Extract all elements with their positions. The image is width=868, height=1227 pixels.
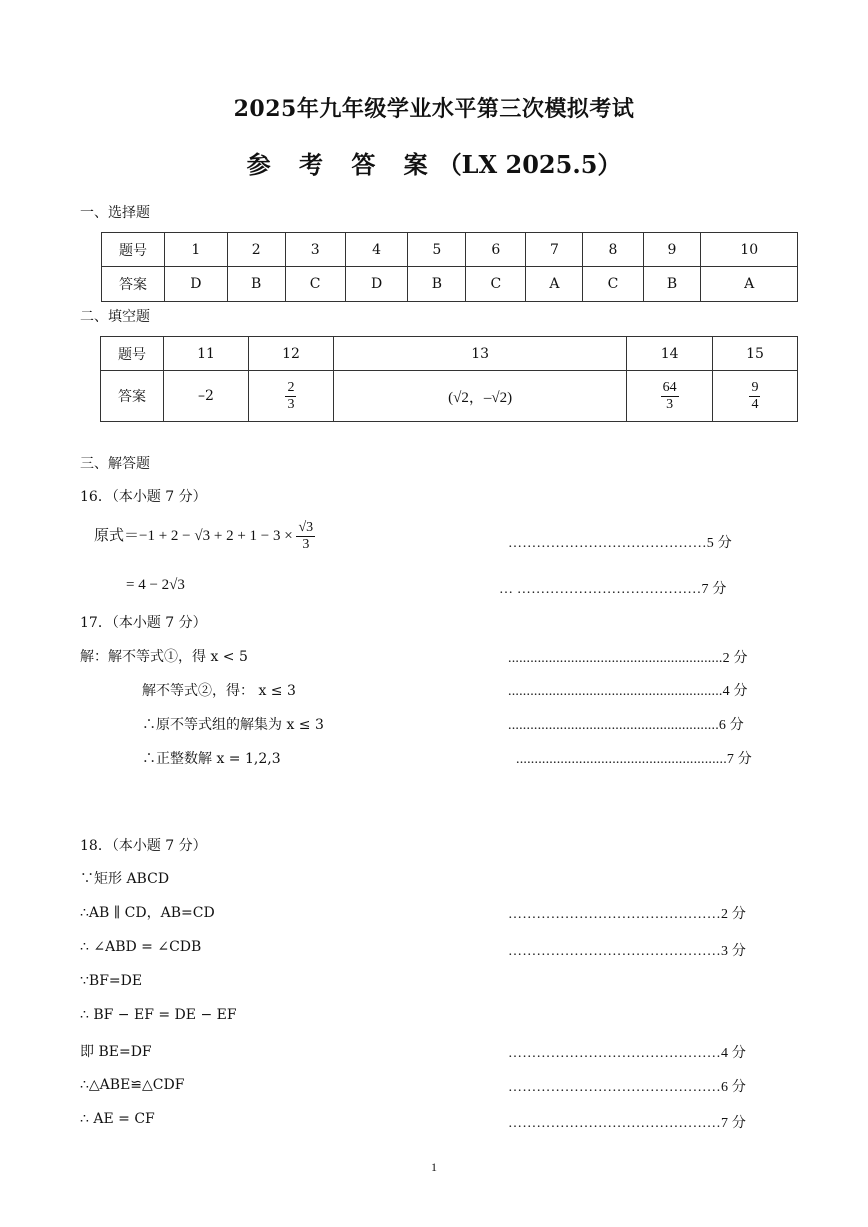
proof-line: ∴AB ∥ CD，AB=CD <box>80 905 215 921</box>
page-number: 1 <box>431 1160 437 1174</box>
question-number: 12 <box>248 337 333 371</box>
question-number: 6 <box>466 233 526 267</box>
fraction <box>296 520 315 553</box>
proof-line: 即 BE=DF <box>80 1044 152 1060</box>
score-marker: ………………………………………6 分 <box>508 1080 747 1095</box>
score-marker: ..........................................................2 分 <box>508 651 748 666</box>
score-marker: ………………………………………4 分 <box>508 1046 747 1061</box>
question-number: 13 <box>333 337 626 371</box>
section-heading-fill: 二、填空题 <box>80 309 150 325</box>
score-marker: .........................................................6 分 <box>508 718 744 733</box>
fill-question-row <box>101 337 798 371</box>
answer-cell: –2 <box>164 371 249 422</box>
answer-cell: C <box>285 267 345 302</box>
fraction-numerator: 2 <box>287 379 295 395</box>
question-number: 3 <box>285 233 345 267</box>
question-number: 9 <box>643 233 701 267</box>
exam-title: 2025年九年级学业水平第三次模拟考试 <box>233 96 635 122</box>
expression-prefix: 原式＝ <box>94 527 140 544</box>
fraction-numerator: √3 <box>298 520 314 535</box>
fraction-denominator: 3 <box>666 396 674 412</box>
question-number: 8 <box>583 233 643 267</box>
row-label-question: 题号 <box>101 337 164 371</box>
choice-answer-table <box>101 232 798 302</box>
answer-cell <box>712 371 797 422</box>
question-number: 10 <box>701 233 798 267</box>
question-number: 7 <box>526 233 583 267</box>
fraction-numerator: 64 <box>662 379 677 395</box>
score-marker: ………………………………………2 分 <box>508 907 747 922</box>
question-number: 5 <box>408 233 466 267</box>
fraction-denominator: 3 <box>302 537 310 552</box>
answer-cell <box>627 371 713 422</box>
question-number: 2 <box>227 233 285 267</box>
row-label-answer: 答案 <box>101 371 164 422</box>
question-number: 1 <box>165 233 228 267</box>
exam-code: （LX 2025.5） <box>437 150 622 179</box>
question-number: 11 <box>164 337 249 371</box>
solution-line: 解：解不等式①，得 x < 5 <box>80 649 248 665</box>
answer-key-title <box>0 145 868 180</box>
answer-cell: A <box>526 267 583 302</box>
proof-line: ∴ ∠ABD = ∠CDB <box>80 939 202 955</box>
answer-key-label: 参 考 答 案 <box>246 150 438 179</box>
score-marker: … …………………………………7 分 <box>499 582 727 597</box>
section-heading-solve: 三、解答题 <box>80 456 150 472</box>
proof-line: ∴△ABE≌△CDF <box>80 1077 185 1093</box>
answer-cell: B <box>643 267 701 302</box>
answer-cell: C <box>583 267 643 302</box>
answer-cell: D <box>345 267 408 302</box>
score-marker: .........................................................7 分 <box>516 752 752 767</box>
solution-line: 解不等式②，得： x ≤ 3 <box>142 683 296 699</box>
fraction <box>749 380 760 413</box>
proof-line: ∵BF=DE <box>80 973 143 989</box>
fraction-numerator: 9 <box>751 379 759 395</box>
score-marker: ……………………………………5 分 <box>508 536 732 551</box>
solution-line: = 4 − 2√3 <box>126 577 185 593</box>
question-number: 14 <box>627 337 713 371</box>
answer-cell: (√2，–√2) <box>333 371 626 422</box>
question-number: 15 <box>712 337 797 371</box>
proof-line: ∴ BF − EF = DE − EF <box>80 1007 237 1023</box>
question-header: 16．（本小题 7 分） <box>80 489 207 505</box>
section-heading-choice: 一、选择题 <box>80 205 150 221</box>
choice-answer-row <box>102 267 798 302</box>
answer-cell: D <box>165 267 228 302</box>
fill-answer-table <box>100 336 798 422</box>
score-marker: ………………………………………7 分 <box>508 1116 747 1131</box>
fraction <box>661 380 679 413</box>
score-marker: ..........................................................4 分 <box>508 684 748 699</box>
answer-cell: B <box>408 267 466 302</box>
row-label-question: 题号 <box>102 233 165 267</box>
solution-line <box>94 520 315 553</box>
question-header: 18．（本小题 7 分） <box>80 838 207 854</box>
fraction-denominator: 3 <box>287 396 295 412</box>
answer-cell: A <box>701 267 798 302</box>
proof-line: ∵矩形 ABCD <box>80 871 170 887</box>
fraction <box>285 380 296 413</box>
score-marker: ………………………………………3 分 <box>508 944 747 959</box>
proof-line: ∴ AE = CF <box>80 1111 155 1127</box>
solution-line: ∴原不等式组的解集为 x ≤ 3 <box>142 717 324 733</box>
answer-cell <box>248 371 333 422</box>
fraction-denominator: 4 <box>751 396 759 412</box>
question-number: 4 <box>345 233 408 267</box>
choice-question-row <box>102 233 798 267</box>
row-label-answer: 答案 <box>102 267 165 302</box>
solution-line: ∴正整数解 x = 1,2,3 <box>142 751 281 767</box>
answer-cell: C <box>466 267 526 302</box>
question-header: 17．（本小题 7 分） <box>80 615 207 631</box>
expression: −1 + 2 − √3 + 2 + 1 − 3 × <box>139 527 293 544</box>
answer-cell: B <box>227 267 285 302</box>
fill-answer-row <box>101 371 798 422</box>
